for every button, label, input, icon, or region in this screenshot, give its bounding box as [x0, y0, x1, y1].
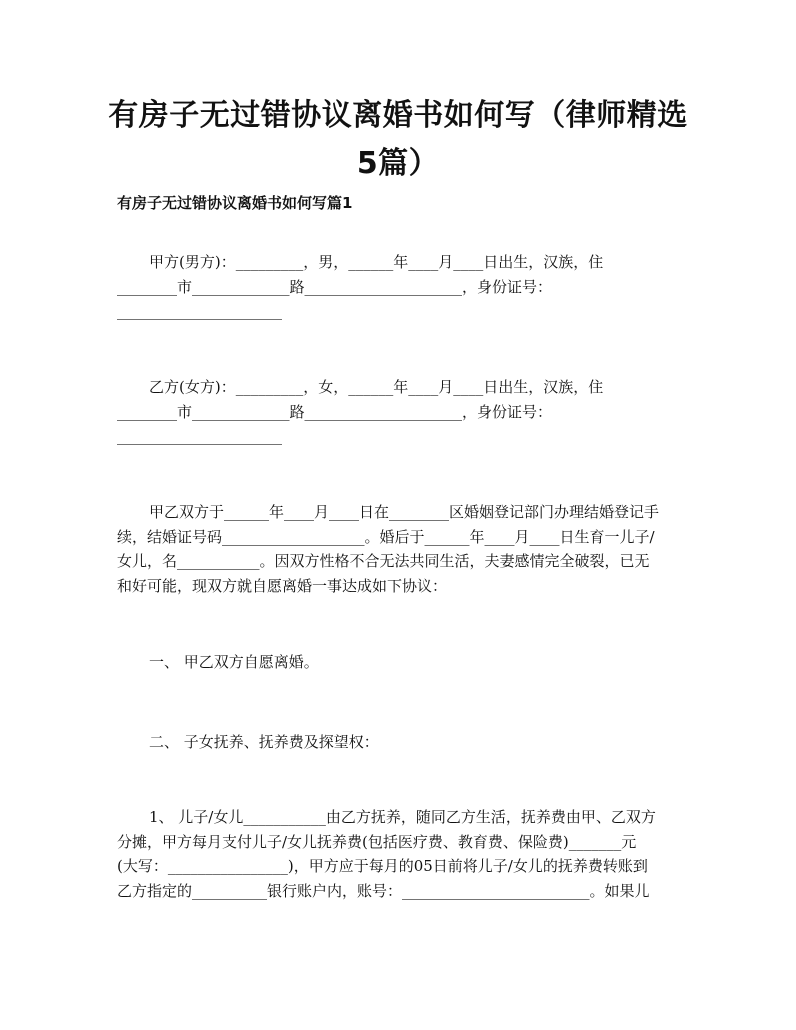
paragraph-line: 一、 甲乙双方自愿离婚。: [149, 653, 319, 671]
paragraph-line: 乙方(女方)：_________，女，______年____月____日出生，汉族，住: [149, 378, 604, 396]
paragraph-line: ______________________: [117, 302, 282, 320]
paragraph-line: 甲乙双方于______年____月____日在________区婚姻登记部门办理结婚登记手: [149, 503, 660, 521]
paragraph-line: 和好可能，现双方就自愿离婚一事达成如下协议：: [117, 576, 448, 595]
paragraph-line: 续，结婚证号码___________________。婚后于______年____月____日生育一儿子/: [117, 527, 655, 546]
paragraph-line: (大写：________________)，甲方应于每月的05日前将儿子/女儿的抚养费转账到: [117, 857, 648, 875]
clause-2-1: [117, 805, 687, 903]
party-b-paragraph: [117, 375, 687, 449]
title-line-2: 5篇）: [356, 146, 440, 181]
party-a-paragraph: [117, 250, 687, 324]
intro-paragraph: [117, 500, 687, 598]
paragraph-line: 二、 子女抚养、抚养费及探望权：: [149, 733, 379, 751]
paragraph-line: 1、 儿子/女儿___________由乙方抚养，随同乙方生活，抚养费由甲、乙双方: [149, 808, 656, 826]
section-heading: 有房子无过错协议离婚书如何写篇1: [117, 194, 353, 212]
paragraph-line: ________市_____________路_____________________，身份证号：: [117, 277, 553, 296]
paragraph-line: ______________________: [117, 427, 282, 445]
paragraph-line: 分摊，甲方每月支付儿子/女儿抚养费(包括医疗费、教育费、保险费)_______元: [117, 832, 637, 851]
paragraph-line: 乙方指定的__________银行账户内，账号：_________________________。如果儿: [117, 881, 650, 900]
document-title: [100, 92, 696, 188]
clause-1: [117, 650, 687, 675]
paragraph-line: 女儿，名___________。因双方性格不合无法共同生活，夫妻感情完全破裂，已无: [117, 552, 650, 570]
paragraph-line: ________市_____________路_____________________，身份证号：: [117, 402, 553, 421]
paragraph-line: 甲方(男方)：_________，男，______年____月____日出生，汉族，住: [149, 253, 604, 271]
clause-2: [117, 730, 687, 755]
title-line-1: 有房子无过错协议离婚书如何写（律师精选: [108, 98, 688, 133]
